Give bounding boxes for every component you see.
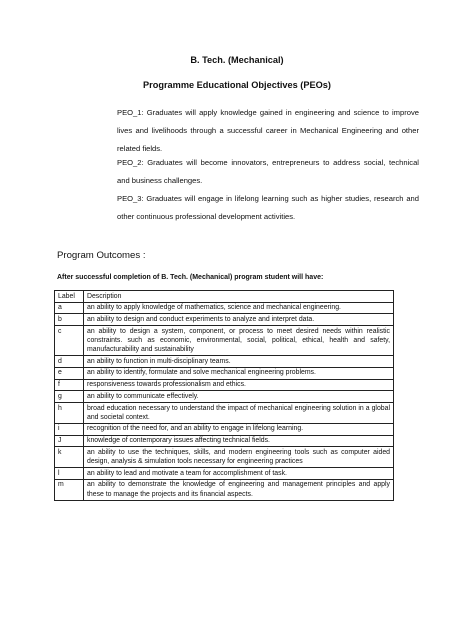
outcome-description: an ability to design a system, component, or process to meet desired needs within realistic constraints. such as economic, environmental, social, political, ethical, health and safety, manufacturability and sustainability <box>84 326 394 356</box>
outcome-label: e <box>55 367 84 379</box>
table-row <box>55 435 394 447</box>
outcome-label: a <box>55 302 84 314</box>
outcome-description: recognition of the need for, and an ability to engage in lifelong learning. <box>84 423 394 435</box>
outcome-description: an ability to use the techniques, skills, and modern engineering tools such as computer aided design, analysis & simulation tools necessary for engineering practices <box>84 447 394 468</box>
outcome-description: an ability to function in multi-disciplinary teams. <box>84 356 394 368</box>
label-column-header: Label <box>55 291 84 303</box>
table-row <box>55 479 394 500</box>
table-row <box>55 468 394 480</box>
program-outcomes-table <box>54 290 394 501</box>
outcome-label: b <box>55 314 84 326</box>
table-row <box>55 326 394 356</box>
outcome-description: an ability to demonstrate the knowledge of engineering and management principles and apply these to manage the projects and its financial aspects. <box>84 479 394 500</box>
table-row <box>55 302 394 314</box>
peo-section-title: Programme Educational Objectives (PEOs) <box>143 80 331 90</box>
outcome-label: g <box>55 391 84 403</box>
document-title: B. Tech. (Mechanical) <box>190 55 284 65</box>
outcome-label: k <box>55 447 84 468</box>
peo-2-text: PEO_2: Graduates will become innovators, entrepreneurs to address social, technical and business challenges. <box>117 158 419 186</box>
outcome-label: l <box>55 468 84 480</box>
outcome-label: h <box>55 403 84 424</box>
outcome-label: J <box>55 435 84 447</box>
outcome-label: c <box>55 326 84 356</box>
table-row <box>55 391 394 403</box>
outcome-description: an ability to communicate effectively. <box>84 391 394 403</box>
outcome-description: an ability to design and conduct experiments to analyze and interpret data. <box>84 314 394 326</box>
table-row <box>55 403 394 424</box>
description-column-header: Description <box>84 291 394 303</box>
outcome-description: an ability to lead and motivate a team for accomplishment of task. <box>84 468 394 480</box>
table-row <box>55 379 394 391</box>
outcome-label: i <box>55 423 84 435</box>
table-row <box>55 367 394 379</box>
peo-1-text: PEO_1: Graduates will apply knowledge gained in engineering and science to improve lives and livelihoods through a successful career in Mechanical Engineering and other related fields. <box>117 108 419 154</box>
outcome-label: d <box>55 356 84 368</box>
table-row <box>55 447 394 468</box>
outcome-description: responsiveness towards professionalism and ethics. <box>84 379 394 391</box>
program-outcomes-intro: After successful completion of B. Tech. (Mechanical) program student will have: <box>57 274 324 281</box>
outcome-description: an ability to apply knowledge of mathematics, science and mechanical engineering. <box>84 302 394 314</box>
outcome-description: an ability to identify, formulate and solve mechanical engineering problems. <box>84 367 394 379</box>
outcome-label: m <box>55 479 84 500</box>
outcome-description: knowledge of contemporary issues affecting technical fields. <box>84 435 394 447</box>
program-outcomes-heading: Program Outcomes : <box>57 250 146 261</box>
table-row <box>55 314 394 326</box>
peo-3-text: PEO_3: Graduates will engage in lifelong learning such as higher studies, research and other continuous professional development activities. <box>117 194 419 222</box>
table-header-row <box>55 291 394 303</box>
table-row <box>55 356 394 368</box>
outcome-label: f <box>55 379 84 391</box>
table-row <box>55 423 394 435</box>
outcome-description: broad education necessary to understand the impact of mechanical engineering solution in a global and societal context. <box>84 403 394 424</box>
